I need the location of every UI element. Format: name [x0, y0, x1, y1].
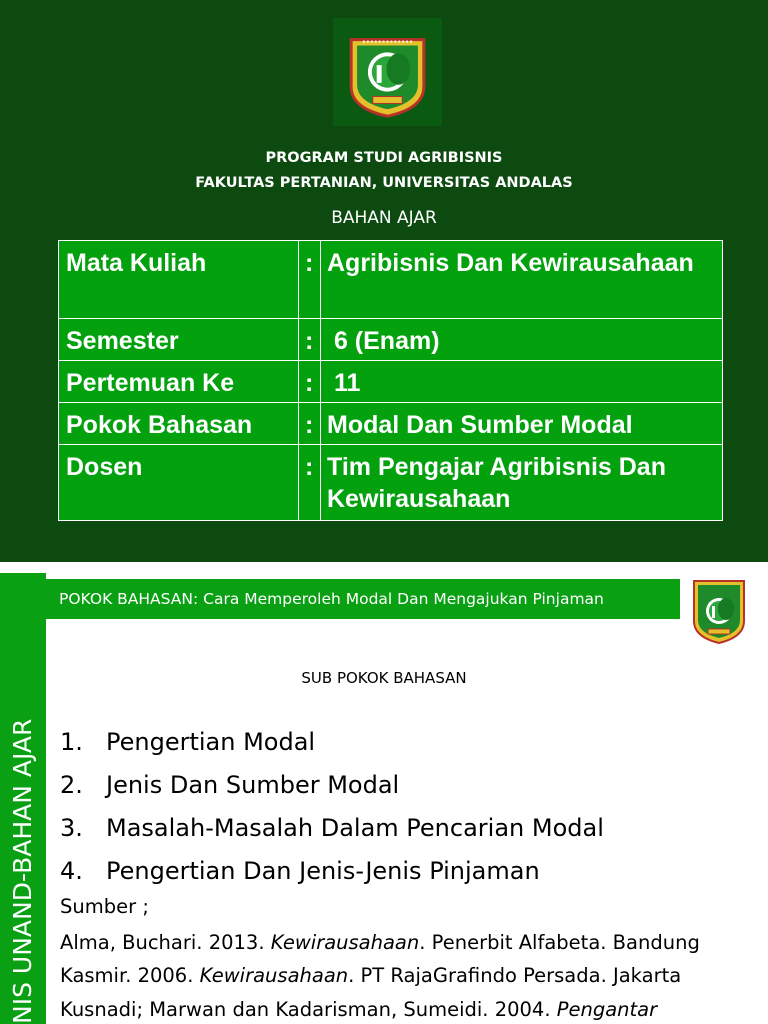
table-row [59, 319, 723, 361]
row-separator: : [299, 403, 321, 445]
list-item [60, 807, 604, 850]
slide-subtitle: BAHAN AJAR [331, 208, 437, 228]
item-text: Masalah-Masalah Dalam Pencarian Modal [106, 814, 604, 842]
source-publisher: . Penerbit Alfabeta. Bandung [419, 931, 700, 954]
row-value: 11 [321, 361, 723, 403]
row-label: Dosen [59, 445, 299, 521]
source-title: Kewirausahaan [270, 931, 420, 954]
source-title: Kewirausahaan [199, 964, 349, 987]
faculty-name: FAKULTAS PERTANIAN, UNIVERSITAS ANDALAS [195, 175, 573, 191]
university-emblem-icon [689, 573, 749, 647]
list-item [60, 764, 604, 807]
source-author: Alma, Buchari. 2013. [60, 931, 271, 954]
item-text: Pengertian Dan Jenis-Jenis Pinjaman [106, 857, 540, 885]
sub-topic-heading: SUB POKOK BAHASAN [301, 669, 467, 687]
item-text: Pengertian Modal [106, 728, 316, 756]
course-info-table [58, 240, 723, 521]
row-separator: : [299, 241, 321, 319]
side-bar [0, 573, 46, 1024]
topic-banner: POKOK BAHASAN: Cara Memperoleh Modal Dan Mengajukan Pinjaman [46, 579, 680, 619]
university-emblem-icon [333, 18, 442, 126]
table-row [59, 445, 723, 521]
item-number: 1. [60, 728, 83, 756]
row-value: 6 (Enam) [321, 319, 723, 361]
row-separator: : [299, 361, 321, 403]
item-number: 2. [60, 771, 83, 799]
program-name: PROGRAM STUDI AGRIBISNIS [265, 150, 503, 166]
source-publisher: . PT RajaGrafindo Persada. Jakarta [348, 964, 682, 987]
source-author: Kusnadi; Marwan dan Kadarisman, Sumeidi. 2004. [60, 998, 557, 1021]
row-value: Agribisnis Dan Kewirausahaan [321, 241, 723, 319]
source-author: Kasmir. 2006. [60, 964, 200, 987]
item-text: Jenis Dan Sumber Modal [106, 771, 400, 799]
source-entry [60, 931, 700, 954]
source-entry [60, 998, 657, 1021]
topic-list [60, 721, 604, 893]
list-item [60, 721, 604, 764]
source-entry [60, 964, 681, 987]
table-row [59, 361, 723, 403]
table-row [59, 241, 723, 319]
list-item [60, 850, 604, 893]
row-label: Pokok Bahasan [59, 403, 299, 445]
row-label: Mata Kuliah [59, 241, 299, 319]
row-label: Semester [59, 319, 299, 361]
item-number: 4. [60, 857, 83, 885]
row-value: Tim Pengajar Agribisnis Dan Kewirausahaan [321, 445, 723, 521]
row-label: Pertemuan Ke [59, 361, 299, 403]
source-label: Sumber ; [60, 895, 149, 918]
side-bar-text: NIS UNAND-BAHAN AJAR [8, 718, 37, 1024]
table-row [59, 403, 723, 445]
row-separator: : [299, 319, 321, 361]
source-title: Pengantar [556, 998, 658, 1021]
content-slide [0, 573, 768, 1024]
row-value: Modal Dan Sumber Modal [321, 403, 723, 445]
row-separator: : [299, 445, 321, 521]
item-number: 3. [60, 814, 83, 842]
